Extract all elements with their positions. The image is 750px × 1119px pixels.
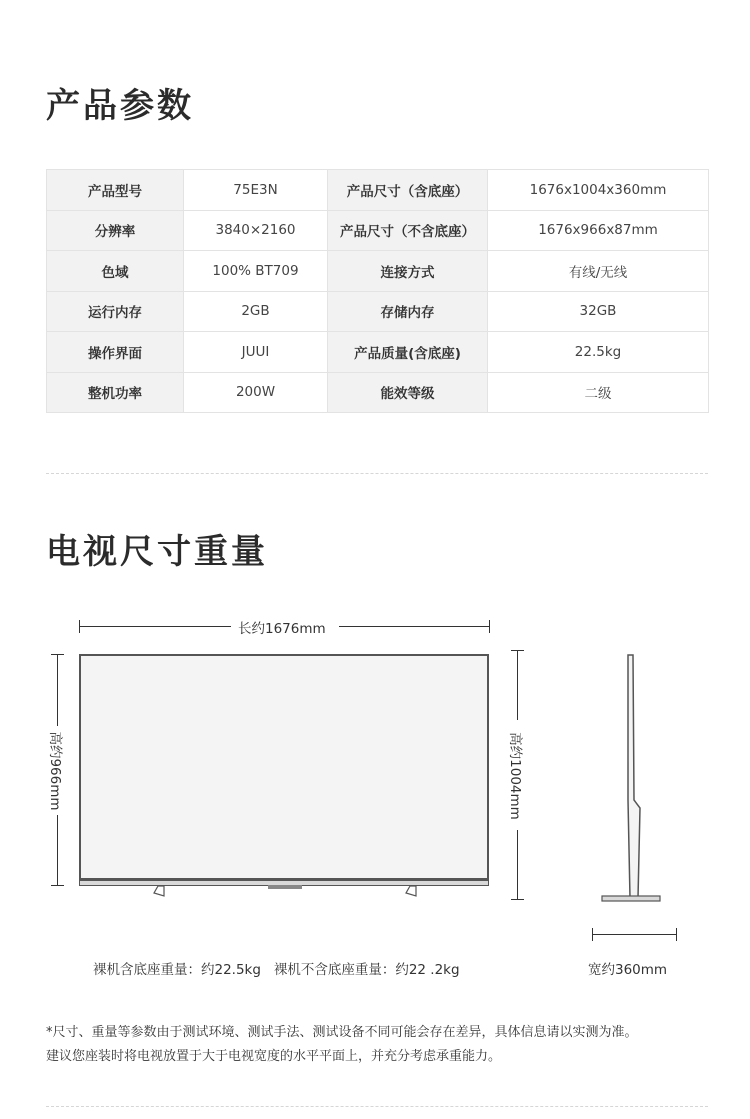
height-with-stand-label: 高约1004mm	[507, 732, 523, 820]
spec-value: 100% BT709	[184, 251, 328, 292]
spec-value: 32GB	[488, 291, 709, 332]
table-row	[47, 291, 709, 332]
section-divider	[46, 473, 708, 474]
weight-info: 裸机含底座重量：约22.5kg 裸机不含底座重量：约22 .2kg	[93, 962, 460, 978]
spec-key: 操作界面	[47, 332, 184, 373]
section-divider	[46, 1106, 708, 1107]
spec-key: 整机功率	[47, 372, 184, 413]
dimension-tick	[489, 620, 490, 633]
spec-value: 二级	[488, 372, 709, 413]
dimension-tick	[51, 885, 64, 886]
spec-key: 产品尺寸（含底座）	[328, 170, 488, 211]
spec-key: 产品质量(含底座)	[328, 332, 488, 373]
tv-bottom-bezel	[79, 880, 489, 886]
depth-dimension-line	[592, 934, 676, 935]
disclaimer-line-2: 建议您座装时将电视放置于大于电视宽度的水平平面上，并充分考虑承重能力。	[46, 1049, 502, 1064]
spec-value: 3840×2160	[184, 210, 328, 251]
spec-value: JUUI	[184, 332, 328, 373]
spec-value: 1676x966x87mm	[488, 210, 709, 251]
tv-front-screen	[79, 654, 489, 880]
spec-value: 200W	[184, 372, 328, 413]
spec-key: 产品型号	[47, 170, 184, 211]
spec-value: 22.5kg	[488, 332, 709, 373]
dimension-tick	[511, 899, 524, 900]
dimension-tick	[79, 620, 80, 633]
table-row	[47, 251, 709, 292]
tv-right-foot	[406, 886, 416, 896]
length-label: 长约1676mm	[238, 621, 326, 637]
spec-key: 产品尺寸（不含底座）	[328, 210, 488, 251]
dimension-tick	[676, 928, 677, 941]
section-title-specs: 产品参数	[46, 86, 194, 126]
width-dimension-line	[79, 626, 231, 627]
spec-value: 有线/无线	[488, 251, 709, 292]
spec-table	[46, 169, 709, 413]
spec-key: 存储内存	[328, 291, 488, 332]
height-dimension-line	[517, 830, 518, 900]
disclaimer-line-1: *尺寸、重量等参数由于测试环境、测试手法、测试设备不同可能会存在差异，具体信息请以实测为准。	[46, 1025, 638, 1040]
spec-key: 运行内存	[47, 291, 184, 332]
spec-key: 能效等级	[328, 372, 488, 413]
table-row	[47, 210, 709, 251]
width-dimension-line	[339, 626, 490, 627]
height-dimension-line	[57, 654, 58, 726]
section-title-dimensions: 电视尺寸重量	[46, 532, 268, 572]
spec-value: 2GB	[184, 291, 328, 332]
dimension-tick	[511, 650, 524, 651]
dimension-tick	[592, 928, 593, 941]
spec-key: 色域	[47, 251, 184, 292]
tv-left-foot	[154, 886, 164, 896]
tv-side-profile	[628, 655, 640, 898]
dimension-tick	[51, 654, 64, 655]
tv-side-stand-base	[602, 896, 660, 901]
spec-value: 1676x1004x360mm	[488, 170, 709, 211]
spec-key: 连接方式	[328, 251, 488, 292]
table-row	[47, 372, 709, 413]
table-row	[47, 332, 709, 373]
table-row	[47, 170, 709, 211]
depth-label: 宽约360mm	[588, 962, 668, 978]
height-no-stand-label: 高约966mm	[47, 731, 63, 811]
height-dimension-line	[57, 815, 58, 886]
spec-value: 75E3N	[184, 170, 328, 211]
spec-key: 分辨率	[47, 210, 184, 251]
height-dimension-line	[517, 650, 518, 720]
